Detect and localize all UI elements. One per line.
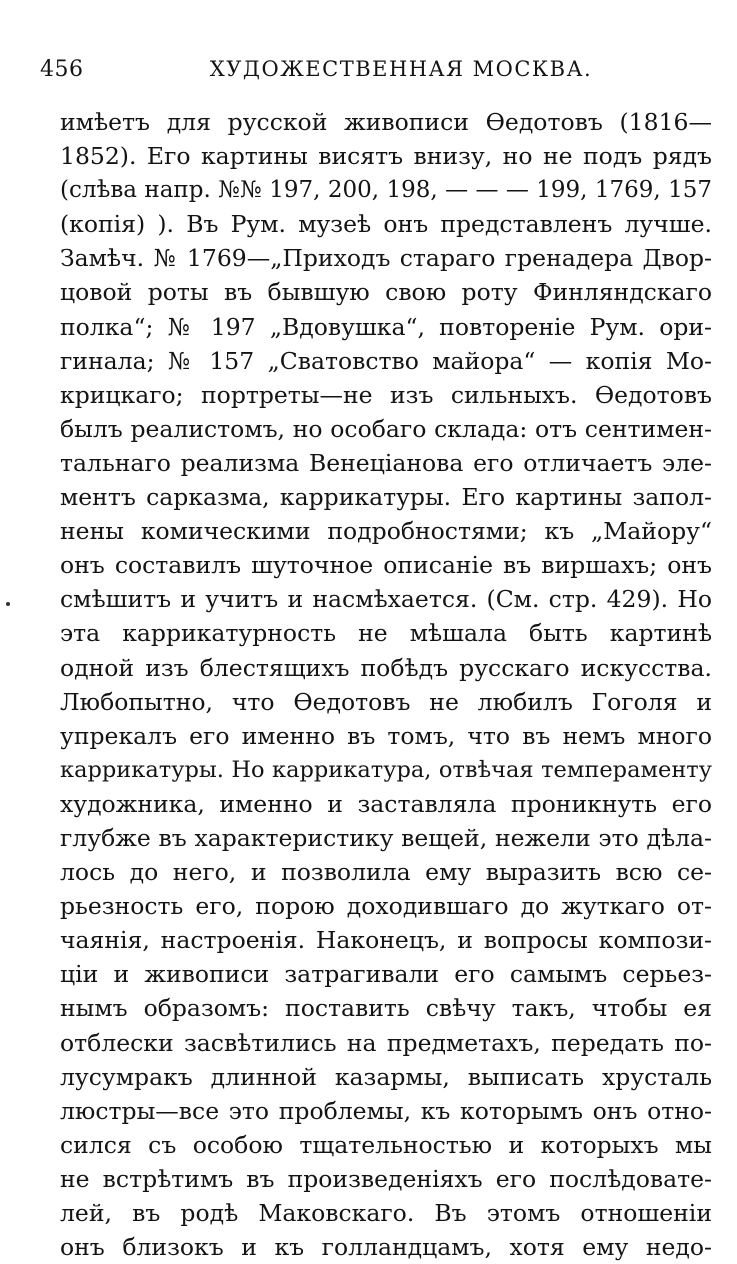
text-line: онъ составилъ шуточное описаніе въ виршахъ; онъ — [60, 551, 712, 580]
text-line: смѣшитъ и учитъ и насмѣхается. (См. стр. 429). Но — [60, 585, 712, 614]
text-line: упрекалъ его именно въ томъ, что въ немъ много — [60, 721, 712, 750]
text-line: сился съ особою тщательностью и которыхъ мы — [60, 1130, 712, 1159]
page-header — [40, 57, 712, 91]
text-line: лось до него, и позволила ему выразить всю се- — [60, 858, 712, 887]
text-line: крицкаго; портреты—не изъ сильныхъ. Ѳедотовъ — [60, 380, 712, 409]
text-line: гинала; № 157 „Сватовство майора“ — копія Мо- — [60, 346, 712, 375]
text-line: рьезность его, порою доходившаго до жуткаго от- — [60, 892, 712, 921]
text-line: глубже въ характеристику вещей, нежели это дѣла- — [60, 823, 712, 852]
text-line: одной изъ блестящихъ побѣдъ русскаго искусства. — [60, 653, 712, 682]
text-line: лусумракъ длинной казармы, выписать хрусталь — [60, 1062, 712, 1091]
text-line: 1852). Его картины висятъ внизу, но не подъ рядъ — [60, 142, 712, 171]
body-text — [60, 105, 712, 1264]
text-line: эта каррикатурность не мѣшала быть картинѣ — [60, 619, 712, 648]
text-line: люстры—все это проблемы, къ которымъ онъ отно- — [60, 1096, 712, 1125]
page-number: 456 — [40, 57, 84, 82]
text-line: имѣетъ для русской живописи Ѳедотовъ (1816— — [60, 108, 712, 136]
text-line: не встрѣтимъ въ произведеніяхъ его послѣдовате- — [60, 1164, 712, 1193]
running-title: ХУДОЖЕСТВЕННАЯ МОСКВА. — [209, 57, 593, 81]
text-line: онъ близокъ и къ голландцамъ, хотя ему недо- — [60, 1233, 712, 1262]
text-line: (копія) ). Въ Рум. музеѣ онъ представленъ лучше. — [60, 210, 712, 239]
text-line: цовой роты въ бывшую свою роту Финляндскаго — [60, 278, 712, 307]
text-line: художника, именно и заставляла проникнуть его — [60, 789, 712, 818]
text-line: каррикатуры. Но каррикатура, отвѣчая темпераменту — [60, 756, 712, 783]
text-line: былъ реалистомъ, но особаго склада: отъ сентимен- — [60, 414, 712, 443]
text-line: нены комическими подробностями; къ „Майору“ — [60, 517, 712, 546]
text-line: ментъ сарказма, каррикатуры. Его картины запол- — [60, 483, 712, 512]
text-line: нымъ образомъ: поставить свѣчу такъ, чтобы ея — [60, 994, 712, 1023]
text-line: (слѣва напр. №№ 197, 200, 198, — — — 199, 1769, 157 — [60, 177, 712, 204]
margin-dot — [6, 602, 10, 606]
text-line: чаянія, настроенія. Наконецъ, и вопросы компози- — [60, 926, 712, 955]
text-line: лей, въ родѣ Маковскаго. Въ этомъ отношеніи — [60, 1199, 712, 1227]
text-line: тальнаго реализма Венеціанова его отличаетъ эле- — [60, 448, 712, 477]
text-line: Замѣч. № 1769—„Приходъ стараго гренадера Двор- — [60, 244, 712, 273]
text-line: отблески засвѣтились на предметахъ, передать по- — [60, 1028, 712, 1057]
text-line: Любопытно, что Ѳедотовъ не любилъ Гоголя и — [60, 687, 712, 716]
text-line: ціи и живописи затрагивали его самымъ серьез- — [60, 960, 712, 989]
text-line: полка“; № 197 „Вдовушка“, повтореніе Рум. ори- — [60, 312, 712, 341]
